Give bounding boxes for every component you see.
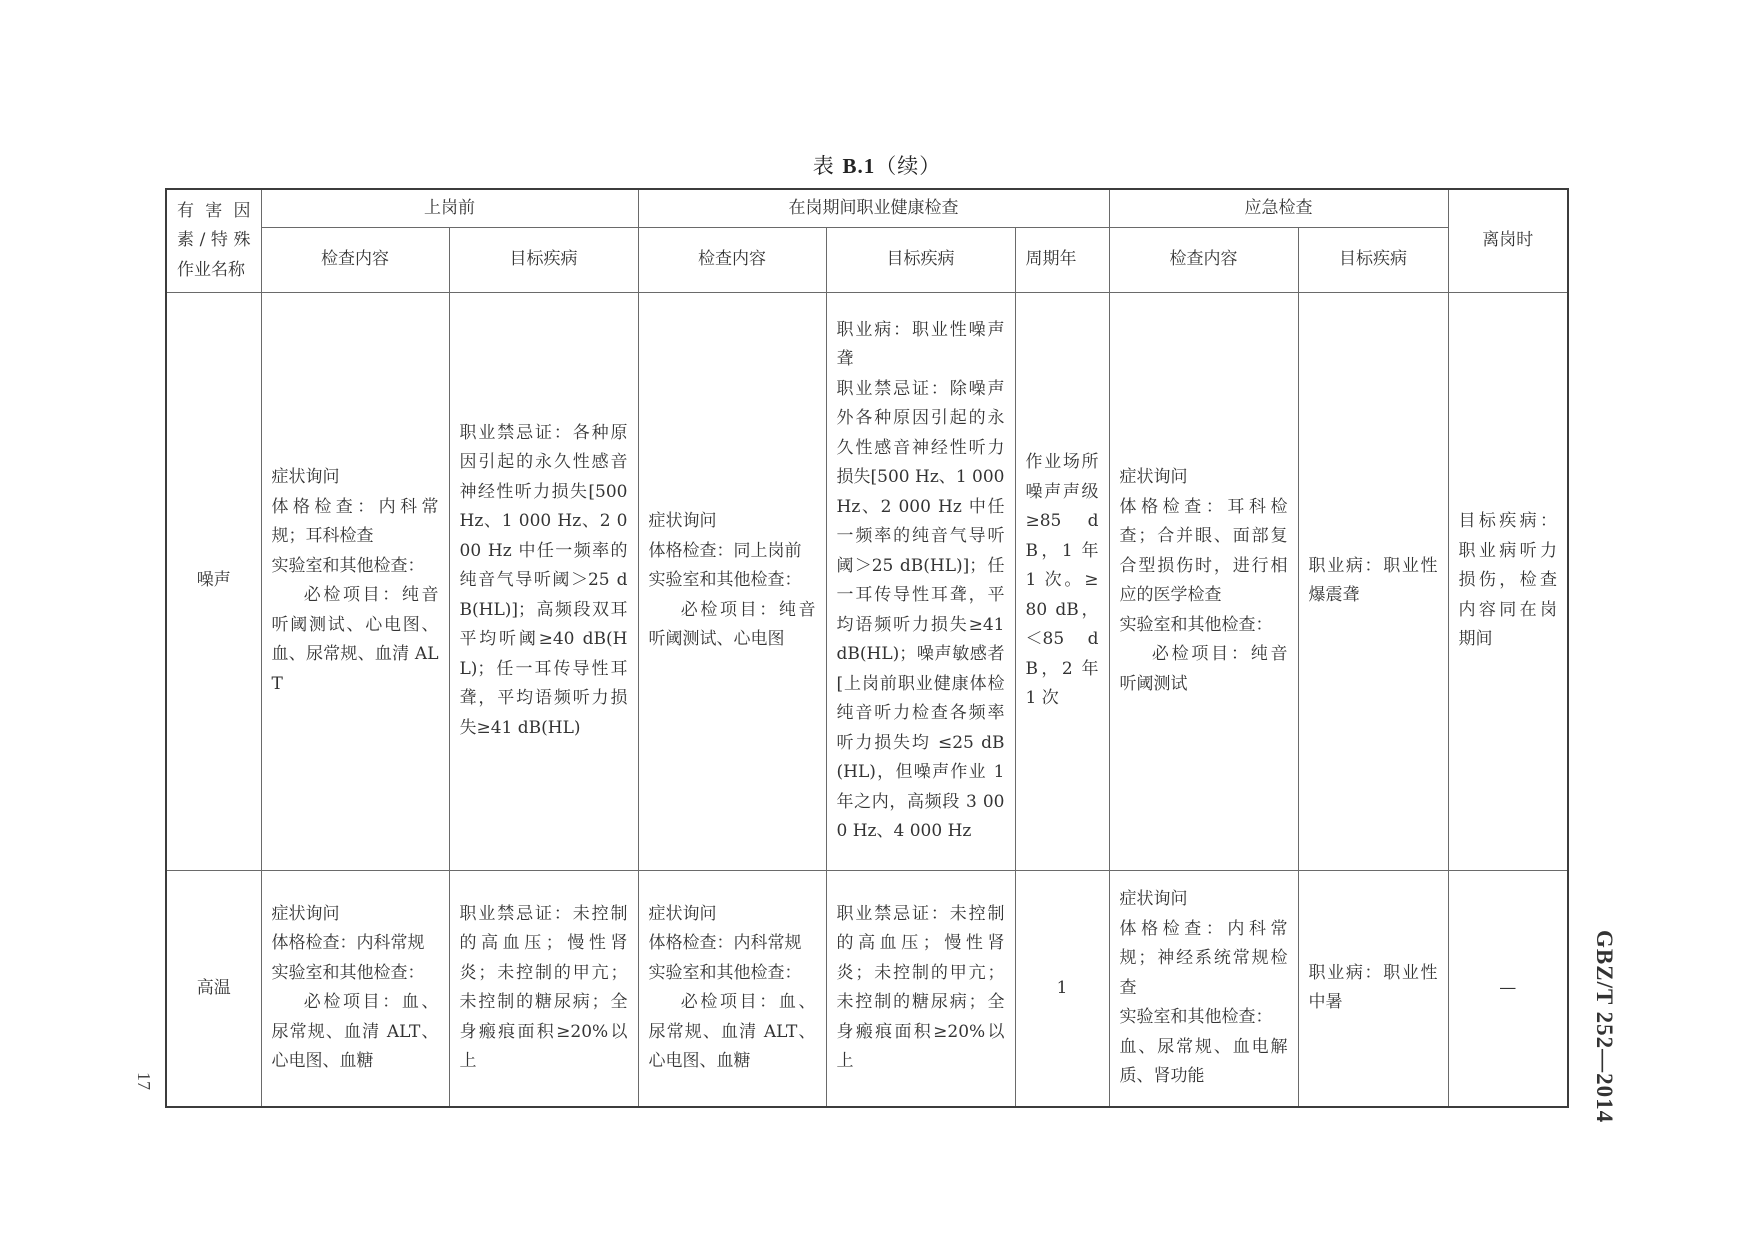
exam-line: 实验室和其他检查： <box>271 555 425 576</box>
leaving-cell: — <box>1448 870 1568 1107</box>
header-during-employment: 在岗期间职业健康检查 <box>638 189 1109 227</box>
exam-line: 体格检查：内科常规；神经系统常规检查 <box>1119 918 1288 998</box>
on-exam-cell <box>638 870 826 1107</box>
table-caption: 表 B.1（续） <box>812 154 942 178</box>
em-exam-cell <box>1109 870 1298 1107</box>
factor-name: 高温 <box>166 870 261 1107</box>
exam-required-items: 必检项目：纯音听阈测试、心电图 <box>648 599 816 650</box>
exam-line: 症状询问 <box>271 903 340 924</box>
exam-line: 血、尿常规、血电解质、肾功能 <box>1119 1036 1288 1086</box>
page-number: 17 <box>134 1072 154 1090</box>
exam-line: 实验室和其他检查： <box>1119 614 1273 635</box>
em-target-cell: 职业病：职业性爆震聋 <box>1298 292 1448 870</box>
on-target-cell <box>826 292 1015 870</box>
header-pre-exam: 检查内容 <box>261 227 449 292</box>
exam-line: 实验室和其他检查： <box>1119 1007 1273 1027</box>
header-on-target: 目标疾病 <box>826 227 1015 292</box>
table-row <box>166 870 1568 1107</box>
exam-required-items: 必检项目：纯音听阈测试、心电图、血、尿常规、血清 ALT <box>271 585 439 694</box>
exam-line: 体格检查：内科常规 <box>271 933 425 954</box>
header-em-target: 目标疾病 <box>1298 227 1448 292</box>
em-exam-cell <box>1109 292 1298 870</box>
header-factor: 有害因素/特殊作业名称 <box>166 189 261 292</box>
exam-line: 体格检查：内科常规；耳科检查 <box>271 496 439 546</box>
exam-line: 症状询问 <box>1119 467 1188 487</box>
header-on-exam: 检查内容 <box>638 227 826 292</box>
pre-target-cell: 职业禁忌证：各种原因引起的永久性感音神经性听力损失[500 Hz、1 000 Hz、2 000 Hz 中任一频率的纯音气导听阈＞25 dB(HL)]；高频段双耳平均听阈≥40 dB(HL)；任一耳传导性耳聋，平均语频听力损失≥41 dB(HL) <box>449 292 638 870</box>
exam-line: 体格检查：内科常规 <box>648 933 802 954</box>
factor-name: 噪声 <box>166 292 261 870</box>
target-occupational-disease: 职业病：职业性噪声聋 <box>836 319 1005 369</box>
exam-line: 实验室和其他检查： <box>648 570 802 591</box>
exam-line: 症状询问 <box>271 467 340 487</box>
exam-line: 体格检查：同上岗前 <box>648 540 802 561</box>
header-leaving: 离岗时 <box>1448 189 1568 292</box>
header-pre-employment: 上岗前 <box>261 189 638 227</box>
exam-line: 实验室和其他检查： <box>271 962 425 983</box>
header-pre-target: 目标疾病 <box>449 227 638 292</box>
em-target-cell: 职业病：职业性中暑 <box>1298 870 1448 1107</box>
exam-required-items: 必检项目：血、尿常规、血清 ALT、心电图、血糖 <box>271 992 439 1072</box>
pre-exam-cell <box>261 292 449 870</box>
leaving-cell: 目标疾病：职业病听力损伤，检查内容同在岗期间 <box>1448 292 1568 870</box>
table-row <box>166 292 1568 870</box>
pre-exam-cell <box>261 870 449 1107</box>
header-period: 周期年 <box>1015 227 1109 292</box>
exam-line: 症状询问 <box>648 511 717 532</box>
period-cell: 1 <box>1015 870 1109 1107</box>
standard-number: GBZ/T 252—2014 <box>1592 930 1617 1124</box>
header-emergency: 应急检查 <box>1109 189 1448 227</box>
exam-line: 症状询问 <box>1119 889 1188 909</box>
period-cell: 作业场所噪声声级≥85 dB，1 年 1 次。≥80 dB，＜85 dB，2 年 1 次 <box>1015 292 1109 870</box>
pre-target-cell: 职业禁忌证：未控制的高血压；慢性肾炎；未控制的甲亢；未控制的糖尿病；全身瘢痕面积≥20%以上 <box>449 870 638 1107</box>
exam-table <box>165 188 1569 1108</box>
target-contraindication: 职业禁忌证：除噪声外各种原因引起的永久性感音神经性听力损失[500 Hz、1 000 Hz、2 000 Hz 中任一频率的纯音气导听阈＞25 dB(HL)]；任一耳传导性耳聋，平均语频听力损失≥41 dB(HL)；噪声敏感者[上岗前职业健康体检纯音听力检查各频率听力损失均 ≤25 dB(HL)，但噪声作业 1 年之内，高频段 3 000 Hz、4 000 Hz <box>836 378 1005 841</box>
exam-required-items: 必检项目：纯音听阈测试 <box>1119 644 1288 694</box>
header-em-exam: 检查内容 <box>1109 227 1298 292</box>
on-target-cell: 职业禁忌证：未控制的高血压；慢性肾炎；未控制的甲亢；未控制的糖尿病；全身瘢痕面积≥20%以上 <box>826 870 1015 1107</box>
exam-line: 实验室和其他检查： <box>648 962 802 983</box>
exam-line: 体格检查：耳科检查；合并眼、面部复合型损伤时，进行相应的医学检查 <box>1119 496 1288 605</box>
exam-line: 症状询问 <box>648 903 717 924</box>
exam-required-items: 必检项目：血、尿常规、血清 ALT、心电图、血糖 <box>648 992 816 1072</box>
on-exam-cell <box>638 292 826 870</box>
